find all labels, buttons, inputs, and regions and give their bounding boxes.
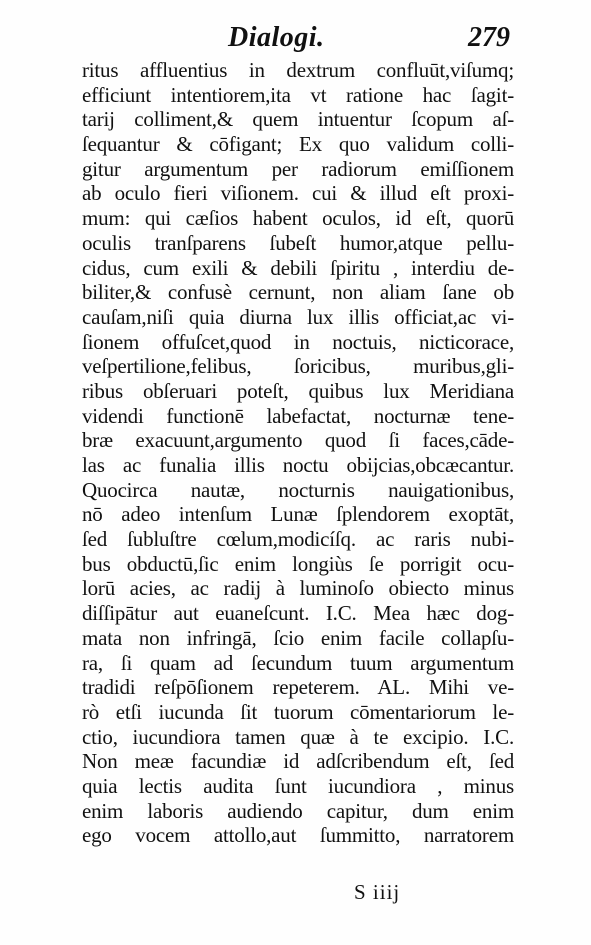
text-line: diſſipātur aut euaneſcunt. I.C. Mea hæc dog- bbox=[82, 601, 514, 626]
text-line: tradidi reſpōſionem repeterem. AL. Mihi ve- bbox=[82, 675, 514, 700]
text-line: bus obductū,ſic enim longiùs ſe porrigit ocu- bbox=[82, 551, 514, 576]
body-text bbox=[82, 58, 514, 848]
text-line: rò etſi iucunda ſit tuorum cōmentariorum le- bbox=[82, 699, 514, 724]
text-line: ego vocem attollo,aut ſummitto, narratorem bbox=[82, 823, 514, 848]
text-line: mum: qui cæſios habent oculos, id eſt, quorū bbox=[82, 206, 514, 231]
text-line: ribus obſeruari poteſt, quibus lux Meridiana bbox=[82, 378, 514, 403]
text-line: ctio, iucundiora tamen quæ à te excipio. I.C. bbox=[82, 724, 514, 749]
text-line: ſed ſubluſtre cœlum,modicíſq. ac raris nubi- bbox=[82, 527, 514, 552]
text-line: quia lectis audita ſunt iucundiora , minus bbox=[82, 773, 514, 798]
text-line: biliter,& confusè cernunt, non aliam ſane ob bbox=[82, 280, 514, 305]
text-line: lorū acies, ac radij à luminoſo obiecto minus bbox=[82, 576, 514, 601]
text-line: enim laboris audiendo capitur, dum enim bbox=[82, 798, 514, 823]
page-number: 279 bbox=[468, 22, 510, 53]
text-line: mata non infringā, ſcio enim facile collapſu- bbox=[82, 625, 514, 650]
text-line: ab oculo fieri viſionem. cui & illud eſt proxi- bbox=[82, 181, 514, 206]
text-line: Non meæ facundiæ id adſcribendum eſt, ſed bbox=[82, 749, 514, 774]
running-head bbox=[0, 22, 591, 58]
signature-mark: S iiij bbox=[354, 880, 401, 904]
text-line: ſequantur & cōfigant; Ex quo validum colli- bbox=[82, 132, 514, 157]
text-line: oculis tranſparens ſubeſt humor,atque pellu- bbox=[82, 230, 514, 255]
text-line: ſionem offuſcet,quod in noctuis, nicticorace, bbox=[82, 329, 514, 354]
running-head-title: Dialogi. bbox=[228, 22, 325, 53]
text-line: las ac funalia illis noctu obijcias,obcæcantur. bbox=[82, 453, 514, 477]
text-line: nō adeo intenſum Lunæ ſplendorem exoptāt, bbox=[82, 502, 514, 527]
text-line: bræ exacuunt,argumento quod ſi faces,cāde- bbox=[82, 428, 514, 453]
text-line: veſpertilione,felibus, ſoricibus, muribus,gli- bbox=[82, 354, 514, 379]
text-line: videndi functionē labefactat, nocturnæ tene- bbox=[82, 403, 514, 428]
text-line: Quocirca nautæ, nocturnis nauigationibus, bbox=[82, 477, 514, 502]
text-line: cidus, cum exili & debili ſpiritu , interdiu de- bbox=[82, 255, 514, 280]
text-line: tarij colliment,& quem intuentur ſcopum aſ- bbox=[82, 107, 514, 132]
text-line: ra, ſi quam ad ſecundum tuum argumentum bbox=[82, 650, 514, 675]
text-line: cauſam,niſi quia diurna lux illis officiat,ac vi- bbox=[82, 304, 514, 329]
text-line: gitur argumentum per radiorum emiſſionem bbox=[82, 156, 514, 181]
text-line: efficiunt intentiorem,ita vt ratione hac ſagit- bbox=[82, 82, 514, 107]
text-line: ritus affluentius in dextrum confluūt,viſumq; bbox=[82, 58, 514, 82]
